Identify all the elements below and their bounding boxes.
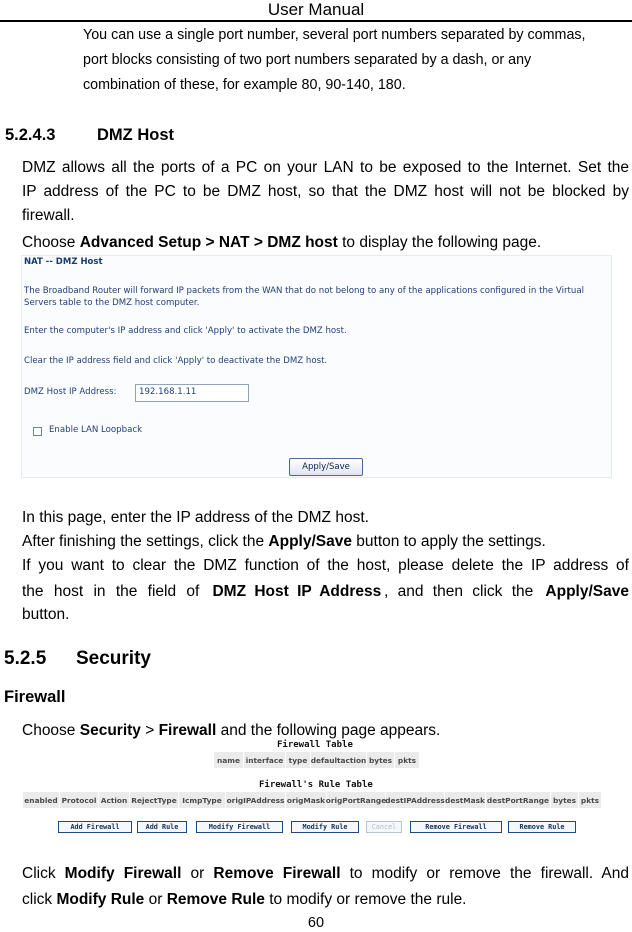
loopback-checkbox[interactable] [33, 427, 42, 436]
dmz-after-3-line-2 [22, 580, 629, 604]
col-type: type [286, 752, 311, 768]
dmz-para-line-1: DMZ allows all the ports of a PC on your LAN to be exposed to the Internet. Set the [22, 159, 629, 176]
firewall-table-header [214, 752, 420, 768]
col-name: name [214, 752, 244, 768]
sec-choose-prefix: Choose [22, 722, 80, 739]
security-section-title: Security [76, 648, 151, 669]
add-firewall-button[interactable]: Add Firewall [58, 821, 132, 833]
rcol-protocol: Protocol [60, 792, 99, 808]
rule-table-header [23, 792, 602, 808]
col-defaultaction: defaultaction [311, 752, 367, 768]
rcol-icmptype: IcmpType [179, 792, 226, 808]
rcol-destipaddress: destIPAddress [386, 792, 445, 808]
rcol-destmask: destMask [445, 792, 486, 808]
end1-d: Remove Firewall [213, 865, 341, 882]
end1-b: Modify Firewall [64, 865, 182, 882]
rcol-origmask: origMask [286, 792, 327, 808]
security-section-number: 5.2.5 [4, 648, 47, 669]
after2-bold: Apply/Save [268, 533, 352, 550]
choose-path: Advanced Setup > NAT > DMZ host [79, 234, 338, 251]
apply-save-button[interactable]: Apply/Save [289, 458, 363, 476]
closing-line-1 [22, 862, 629, 886]
end1-a: Click [22, 865, 65, 882]
firewall-screenshot [21, 740, 611, 836]
rule-table-title: Firewall's Rule Table [259, 780, 373, 790]
dmz-after-3-line-1: If you want to clear the DMZ function of the host, please delete the IP address of [22, 557, 629, 574]
header-rule [0, 20, 632, 22]
rcol-destportrange: destPortRange [486, 792, 551, 808]
modify-firewall-button[interactable]: Modify Firewall [196, 821, 283, 833]
l2-a: the host in the field of [22, 583, 210, 600]
choose-suffix: to display the following page. [337, 234, 542, 251]
col-interface: interface [244, 752, 286, 768]
rcol-pkts: pkts [579, 792, 602, 808]
l2-b: DMZ Host IP Address [212, 583, 382, 600]
dmz-para-line-2: IP address of the PC to be DMZ host, so that the DMZ host will not be blocked by [22, 183, 629, 200]
end1-e: to modify or remove the firewall. And [340, 865, 629, 882]
rcol-bytes: bytes [551, 792, 579, 808]
end2-c: or [144, 891, 167, 908]
rcol-origipaddress: origIPAddress [226, 792, 286, 808]
dmz-after-3-line-3: button. [22, 606, 70, 623]
page-header: User Manual [267, 0, 365, 19]
section-number: 5.2.4.3 [5, 126, 56, 144]
after2-suffix: button to apply the settings. [351, 533, 546, 550]
sec-choose-b: Firewall [158, 722, 217, 739]
dmz-screen-clear: Clear the IP address field and click 'Apply' to deactivate the DMZ host. [24, 356, 328, 366]
ip-field-label: DMZ Host IP Address: [24, 387, 117, 397]
note-line-2: port blocks consisting of two port numbers separated by a dash, or any [83, 52, 532, 68]
sec-choose-a: Security [79, 722, 141, 739]
remove-firewall-button[interactable]: Remove Firewall [410, 821, 502, 833]
add-rule-button[interactable]: Add Rule [137, 821, 187, 833]
dmz-screenshot [21, 255, 612, 478]
end2-a: click [22, 891, 57, 908]
dmz-screen-enter: Enter the computer's IP address and click 'Apply' to activate the DMZ host. [24, 326, 347, 336]
rcol-action: Action [99, 792, 130, 808]
dmz-after-2 [22, 530, 546, 554]
note-line-1: You can use a single port number, several port numbers separated by commas, [83, 27, 586, 43]
firewall-subheading: Firewall [4, 688, 66, 706]
dmz-screen-desc-2: Servers table to the DMZ host computer. [24, 298, 200, 308]
sec-choose-sep: > [140, 722, 159, 739]
dmz-screen-desc-1: The Broadband Router will forward IP packets from the WAN that do not belong to any of the applications configured in the Virtual [24, 286, 585, 296]
remove-rule-button[interactable]: Remove Rule [508, 821, 576, 833]
modify-rule-button[interactable]: Modify Rule [291, 821, 359, 833]
rcol-rejecttype: RejectType [130, 792, 179, 808]
choose-prefix: Choose [22, 234, 80, 251]
col-bytes: bytes [367, 752, 395, 768]
closing-line-2 [22, 888, 467, 912]
firewall-table-title: Firewall Table [277, 740, 353, 750]
dmz-choose-line [22, 231, 541, 255]
loopback-label: Enable LAN Loopback [49, 425, 143, 435]
page-number: 60 [307, 915, 325, 931]
end2-b: Modify Rule [56, 891, 145, 908]
dmz-after-1: In this page, enter the IP address of the DMZ host. [22, 509, 369, 526]
rcol-enabled: enabled [23, 792, 60, 808]
col-pkts: pkts [395, 752, 420, 768]
end1-c: or [181, 865, 214, 882]
after2-prefix: After finishing the settings, click the [22, 533, 269, 550]
section-title: DMZ Host [97, 126, 174, 144]
sec-choose-suffix: and the following page appears. [216, 722, 441, 739]
note-line-3: combination of these, for example 80, 90-140, 180. [83, 77, 406, 93]
dmz-ip-input[interactable]: 192.168.1.11 [135, 384, 249, 402]
cancel-button[interactable]: Cancel [366, 821, 402, 833]
rcol-origportrange: origPortRange [327, 792, 386, 808]
end2-e: to modify or remove the rule. [264, 891, 467, 908]
dmz-para-line-3: firewall. [22, 207, 75, 224]
end2-d: Remove Rule [166, 891, 265, 908]
l2-c: , and then click the [384, 583, 543, 600]
l2-d: Apply/Save [545, 583, 629, 600]
dmz-screen-title: NAT -- DMZ Host [24, 257, 103, 267]
